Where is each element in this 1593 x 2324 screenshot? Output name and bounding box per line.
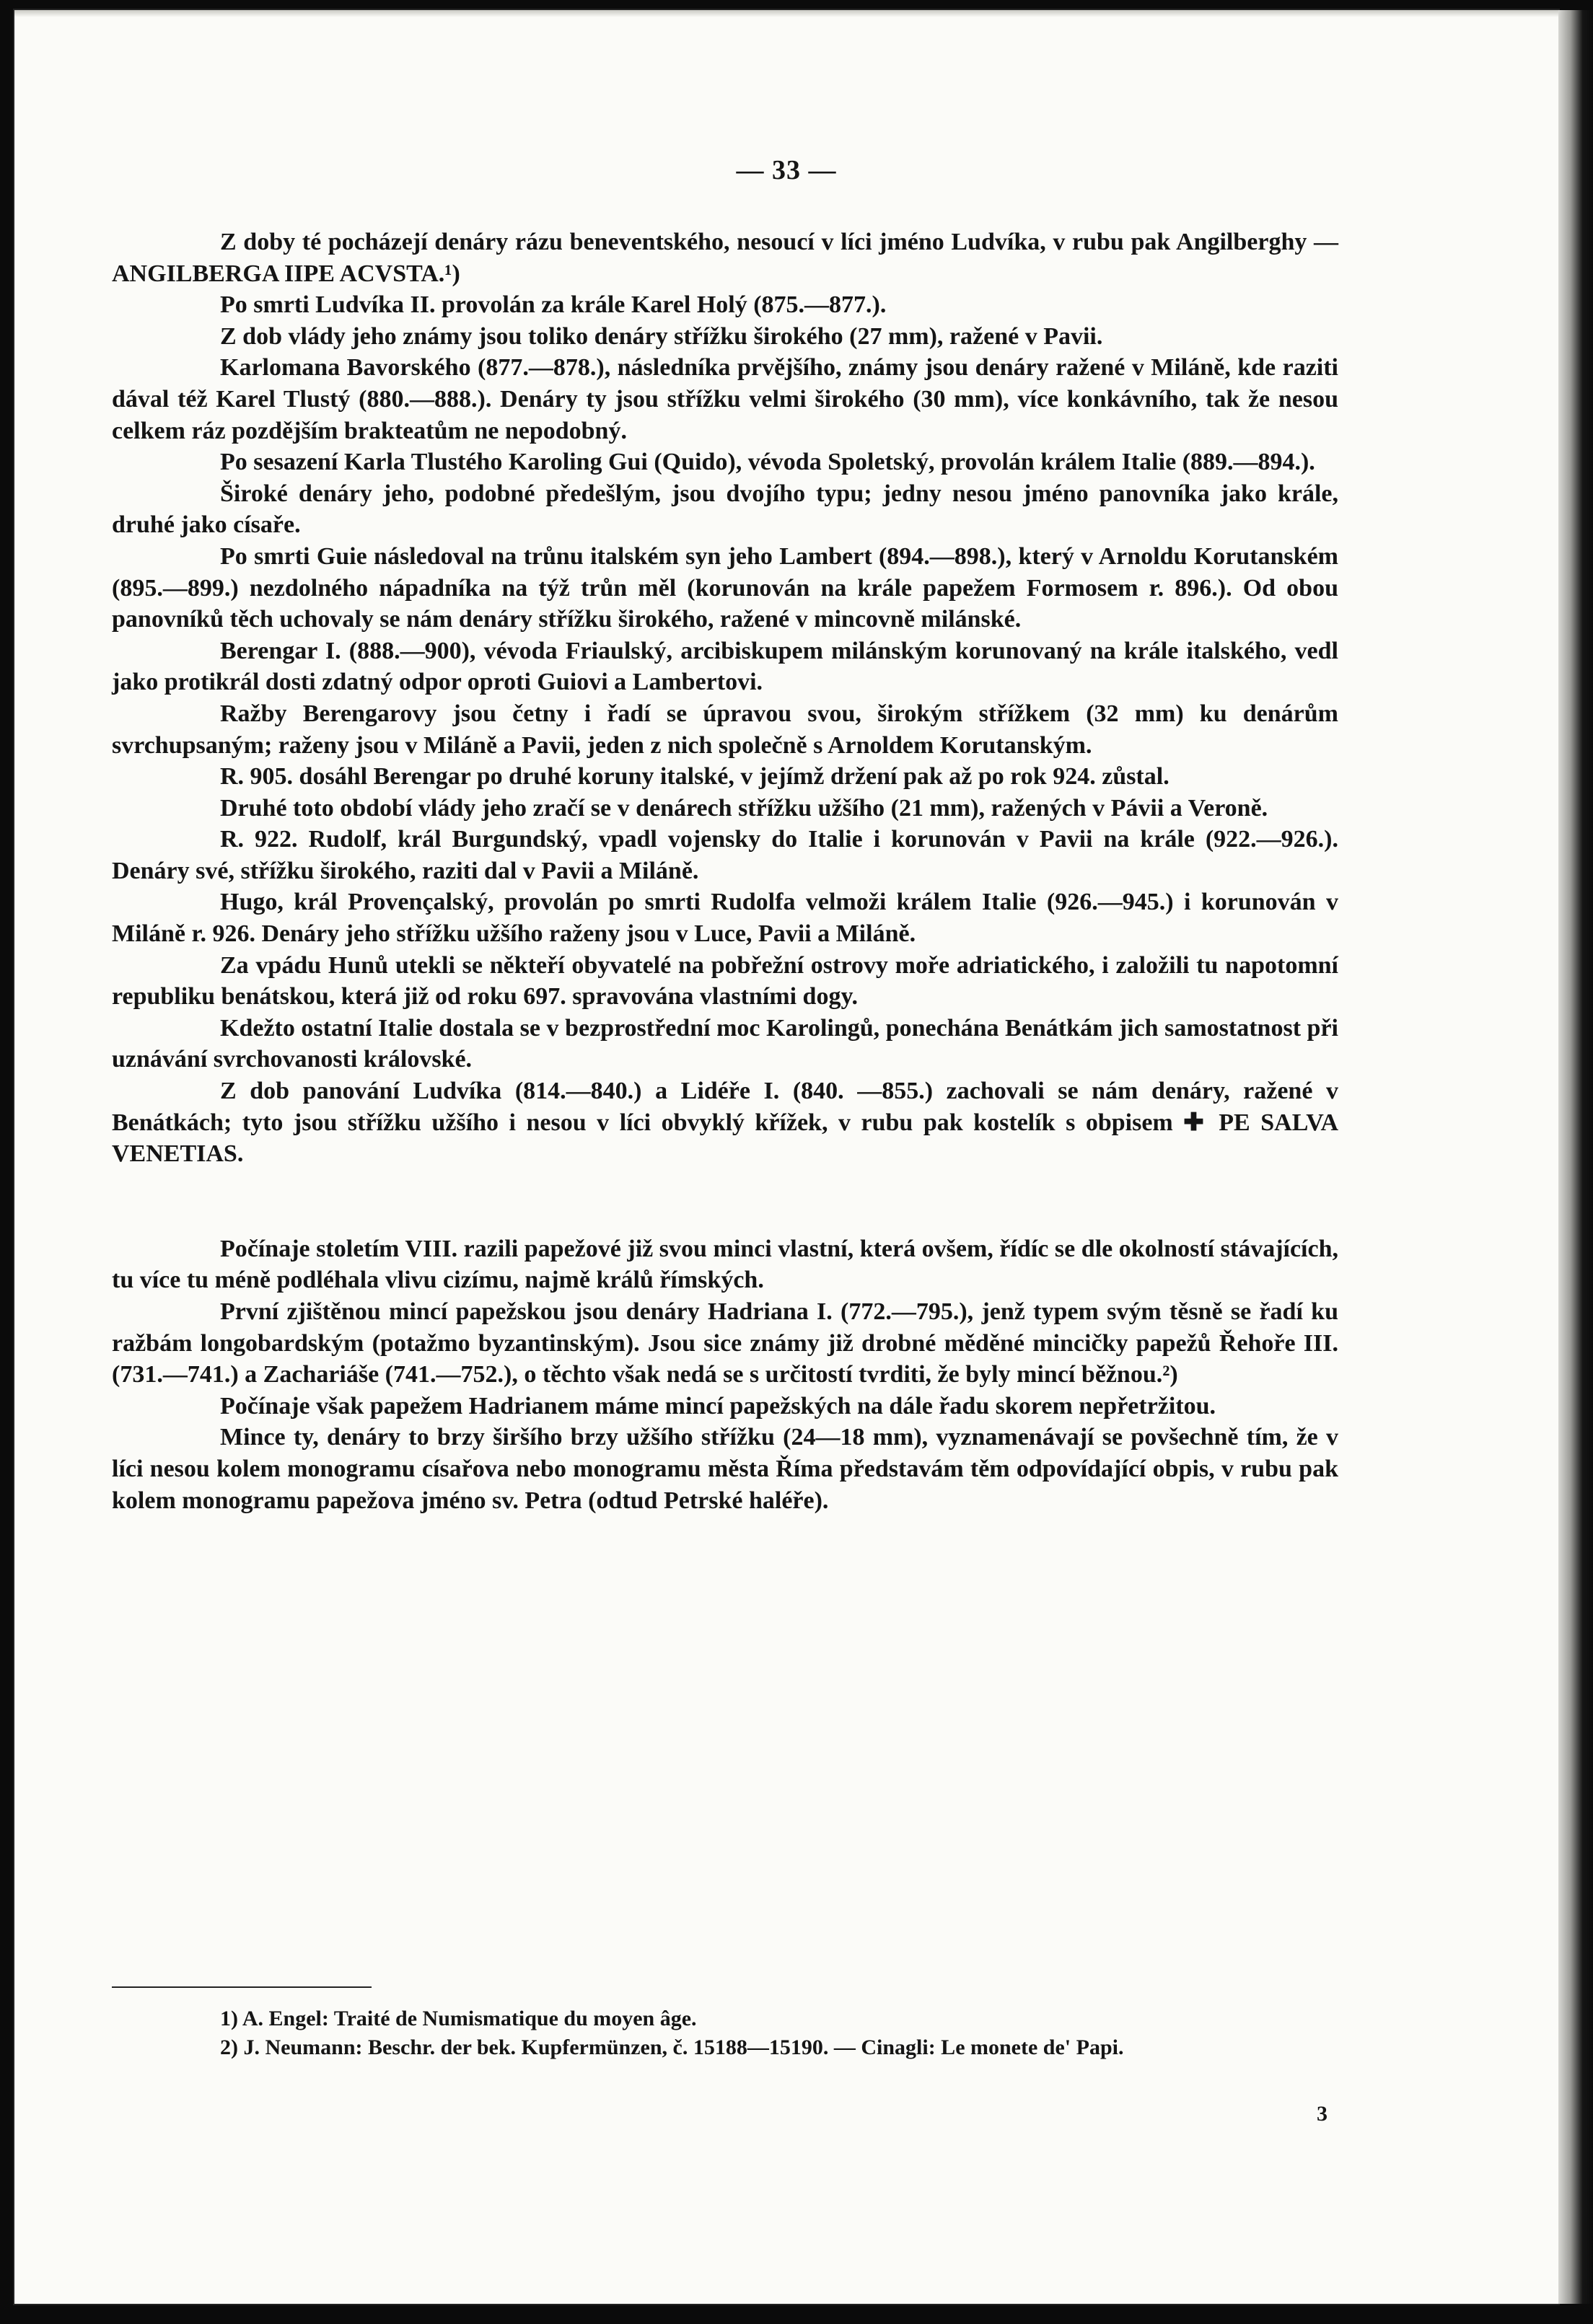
paragraph: Z dob vlády jeho známy jsou toliko denáry střížku širokého (27 mm), ražené v Pavii. <box>220 322 1103 350</box>
paragraph: R. 922. Rudolf, král Burgundský, vpadl vojensky do Italie i korunován v Pavii na krále (922.—926.). Denáry své, střížku širokého, raziti dal v Pavii a Miláně. <box>112 826 1338 884</box>
paragraph: Mince ty, denáry to brzy širšího brzy užšího střížku (24—18 mm), vyznamenávají se povšechně tím, že v líci nesou kolem monogramu císařova nebo monogramu města Říma představám těm odpovídající obpis, v rubu pak kolem monogramu papežova jméno sv. Petra (odtud Petrské haléře). <box>112 1424 1338 1514</box>
footnote: 1) A. Engel: Traité de Numismatique du moyen âge. <box>220 2007 697 2030</box>
paragraph: Počínaje stoletím VIII. razili papežové již svou minci vlastní, která ovšem, řídíc se dle okolností stávajících, tu více tu méně podléhala vlivu cizímu, najmě králů římských. <box>112 1235 1338 1294</box>
paragraph: Za vpádu Hunů utekli se někteří obyvatelé na pobřežní ostrovy moře adriatického, i založili tu napotomní republiku benátskou, která již od roku 697. spravována vlastními dogy. <box>112 951 1338 1011</box>
paragraph: Po sesazení Karla Tlustého Karoling Gui (Quido), vévoda Spoletský, provolán králem Italie (889.—894.). <box>220 449 1315 476</box>
paragraph: Široké denáry jeho, podobné předešlým, jsou dvojího typu; jedny nesou jméno panovníka jako krále, druhé jako císaře. <box>112 480 1338 539</box>
body-text <box>112 226 1338 1516</box>
footnote-divider <box>112 1986 372 1988</box>
paragraph: Hugo, král Provençalský, provolán po smrti Rudolfa velmoži králem Italie (926.—945.) i korunován v Miláně r. 926. Denáry jeho střížku užšího raženy jsou v Luce, Pavii a Miláně. <box>112 889 1338 948</box>
page-number: — 33 — <box>736 155 837 185</box>
footnotes <box>112 2004 1338 2062</box>
paragraph: Po smrti Guie následoval na trůnu italském syn jeho Lambert (894.—898.), který v Arnoldu Korutanském (895.—899.) nezdolného nápadníka na týž trůn měl (korunován na krále papežem Formosem r. 896.). Od obou panovníků těch uchovaly se nám denáry střížku širokého, ražené v mincovně milánské. <box>112 542 1338 633</box>
paragraph: Kdežto ostatní Italie dostala se v bezprostřední moc Karolingů, ponechána Benátkám jich samostatnost při uznávání svrchovanosti královské. <box>112 1014 1338 1073</box>
paragraph: R. 905. dosáhl Berengar po druhé koruny italské, v jejímž držení pak až po rok 924. zůstal. <box>220 763 1169 791</box>
paragraph: Druhé toto období vlády jeho zračí se v denárech střížku užšího (21 mm), ražených v Pávii a Veroně. <box>220 794 1268 822</box>
signature-mark: 3 <box>1317 2102 1328 2126</box>
paragraph: Berengar I. (888.—900), vévoda Friaulský, arcibiskupem milánským korunovaný na krále italského, vedl jako protikrál dosti zdatný odpor oproti Guiovi a Lambertovi. <box>112 637 1338 696</box>
paragraph: Po smrti Ludvíka II. provolán za krále Karel Holý (875.—877.). <box>220 291 887 319</box>
paragraph: Z dob panování Ludvíka (814.—840.) a Lidéře I. (840. —855.) zachovali se nám denáry, ražené v Benátkách; tyto jsou střížku užšího i nesou v líci obvyklý křížek, v rubu pak kostelík s obpisem ✚ PE SALVA VENETIAS. <box>112 1078 1338 1168</box>
paragraph: Karlomana Bavorského (877.—878.), následníka prvějšího, známy jsou denáry ražené v Miláně, kde raziti dával též Karel Tlustý (880.—888.). Denáry ty jsou střížku velmi širokého (30 mm), více konkávního, tak že nesou celkem ráz pozdějším brakteatům ne nepodobný. <box>112 354 1338 444</box>
paragraph: Počínaje však papežem Hadrianem máme mincí papežských na dále řadu skorem nepřetržitou. <box>220 1392 1216 1420</box>
page-top-edge <box>14 10 1558 17</box>
page-right-edge <box>1558 10 1593 2304</box>
footnote: 2) J. Neumann: Beschr. der bek. Kupfermünzen, č. 15188—15190. — Cinagli: Le monete de' Papi. <box>220 2035 1124 2059</box>
document-page <box>14 10 1558 2304</box>
paragraph: Ražby Berengarovy jsou četny i řadí se úpravou svou, širokým střížkem (32 mm) ku denárům svrchupsaným; raženy jsou v Miláně a Pavii, jeden z nich společně s Arnoldem Korutanským. <box>112 700 1338 759</box>
paragraph: Z doby té pocházejí denáry rázu beneventského, nesoucí v líci jméno Ludvíka, v rubu pak Angilberghy — ANGILBERGA IIPE ACVSTA.¹) <box>112 229 1338 287</box>
paragraph: První zjištěnou mincí papežskou jsou denáry Hadriana I. (772.—795.), jenž typem svým těsně se řadí ku ražbám longobardským (potažmo byzantinským). Jsou sice známy již drobné měděné mincičky papežů Řehoře III. (731.—741.) a Zachariáše (741.—752.), o těchto však nedá se s určitostí tvrditi, že byly mincí běžnou.²) <box>112 1298 1338 1388</box>
